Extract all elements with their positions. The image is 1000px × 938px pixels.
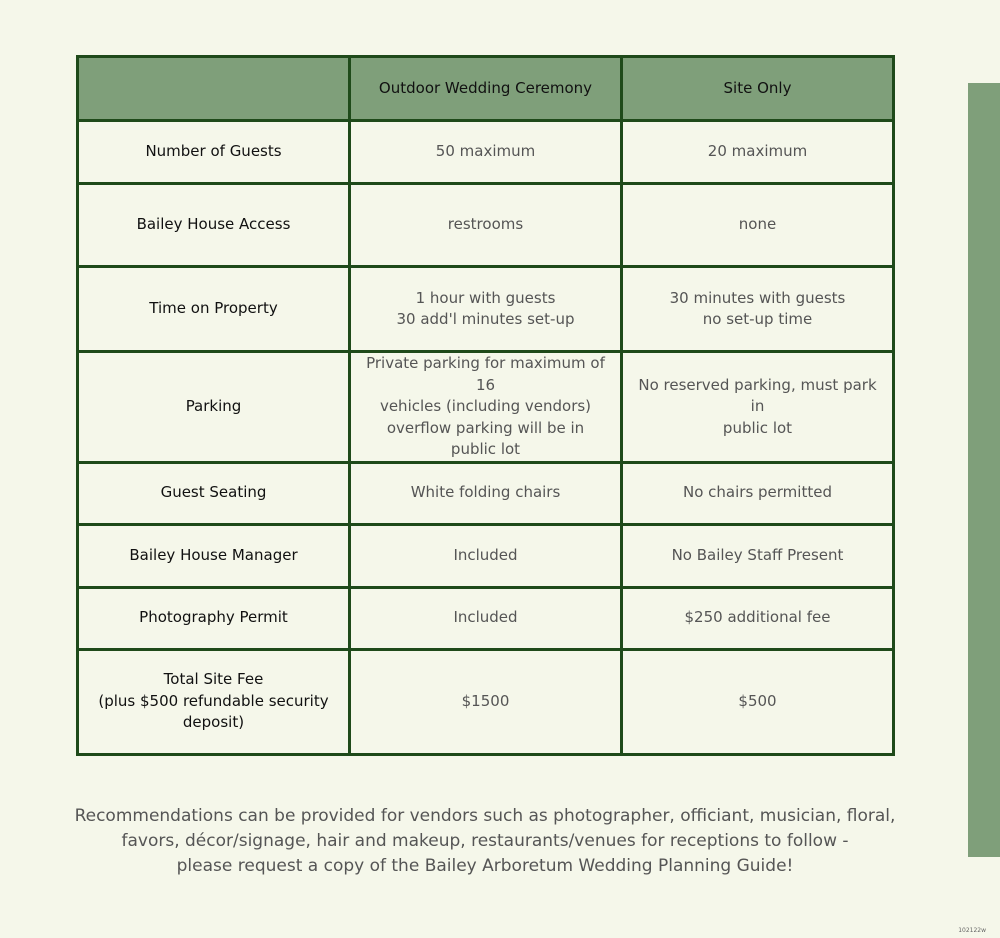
site-only-value — [622, 462, 894, 524]
header-outdoor-wedding-ceremony: Outdoor Wedding Ceremony — [350, 57, 622, 121]
site-only-value-line: No chairs permitted — [683, 483, 832, 502]
footer-line: Recommendations can be provided for vendors such as photographer, officiant, musician, floral, — [74, 806, 896, 826]
row-label-line: (plus $500 refundable security — [98, 691, 329, 710]
table-body — [78, 121, 894, 755]
site-only-value-line: No Bailey Staff Present — [671, 545, 844, 564]
row-label — [78, 649, 350, 754]
site-only-value — [622, 649, 894, 754]
site-only-value — [622, 184, 894, 267]
site-only-value-line: $500 — [738, 691, 777, 710]
document-code: 102122w — [958, 927, 986, 934]
table-row-time-on-property — [78, 267, 894, 352]
outdoor-wedding-value — [350, 121, 622, 184]
row-label — [78, 587, 350, 649]
header-corner-cell — [78, 57, 350, 121]
table-header-row — [78, 57, 894, 121]
outdoor-wedding-value-line: Included — [453, 545, 518, 564]
row-label-line: Guest Seating — [160, 483, 267, 502]
outdoor-wedding-value — [350, 267, 622, 352]
row-label — [78, 352, 350, 463]
outdoor-wedding-value-line: 50 maximum — [435, 142, 536, 161]
outdoor-wedding-value — [350, 184, 622, 267]
site-only-value — [622, 524, 894, 587]
row-label — [78, 524, 350, 587]
outdoor-wedding-value-line: overflow parking will be in public lot — [386, 418, 585, 458]
footer-line: favors, décor/signage, hair and makeup, restaurants/venues for receptions to follow - — [121, 831, 849, 851]
outdoor-wedding-value-line: Private parking for maximum of 16 — [366, 354, 605, 394]
row-label — [78, 121, 350, 184]
table-row-guest-seating — [78, 462, 894, 524]
outdoor-wedding-value-line: 30 add'l minutes set-up — [396, 310, 575, 328]
table-row-photography-permit — [78, 587, 894, 649]
site-only-value-line: no set-up time — [702, 310, 813, 328]
outdoor-wedding-value-line: $1500 — [461, 691, 510, 710]
table-row-number-of-guests — [78, 121, 894, 184]
outdoor-wedding-value-line: vehicles (including vendors) — [379, 397, 592, 415]
row-label — [78, 267, 350, 352]
outdoor-wedding-value — [350, 524, 622, 587]
row-label-line: Number of Guests — [145, 142, 282, 161]
row-label — [78, 462, 350, 524]
site-only-value-line: none — [738, 215, 777, 234]
pricing-comparison-table — [76, 55, 895, 756]
site-only-value-line: public lot — [722, 418, 793, 437]
outdoor-wedding-value-line: 1 hour with guests — [415, 288, 556, 307]
outdoor-wedding-value-line: restrooms — [447, 215, 524, 234]
table-row-parking — [78, 352, 894, 463]
decorative-side-bar — [968, 83, 1000, 857]
row-label-line: Photography Permit — [139, 608, 288, 627]
outdoor-wedding-value — [350, 649, 622, 754]
row-label-line: Bailey House Access — [136, 215, 291, 234]
row-label — [78, 184, 350, 267]
outdoor-wedding-value — [350, 587, 622, 649]
outdoor-wedding-value — [350, 462, 622, 524]
vendor-recommendations-note — [60, 804, 910, 879]
site-only-value — [622, 267, 894, 352]
header-site-only: Site Only — [622, 57, 894, 121]
row-label-line: Time on Property — [149, 299, 278, 318]
row-label-line: Total Site Fee — [163, 670, 264, 689]
outdoor-wedding-value-line: White folding chairs — [410, 483, 561, 502]
table-row-bailey-house-manager — [78, 524, 894, 587]
row-label-line: Bailey House Manager — [129, 545, 298, 564]
site-only-value-line: $250 additional fee — [684, 608, 831, 627]
site-only-value — [622, 352, 894, 463]
outdoor-wedding-value — [350, 352, 622, 463]
table-row-total-site-fee — [78, 649, 894, 754]
site-only-value — [622, 121, 894, 184]
site-only-value-line: 30 minutes with guests — [669, 288, 846, 307]
row-label-line: Parking — [185, 397, 242, 415]
table-row-bailey-house-access — [78, 184, 894, 267]
outdoor-wedding-value-line: Included — [453, 608, 518, 627]
footer-line: please request a copy of the Bailey Arboretum Wedding Planning Guide! — [176, 856, 794, 876]
site-only-value — [622, 587, 894, 649]
row-label-line: deposit) — [182, 713, 245, 732]
site-only-value-line: 20 maximum — [707, 142, 808, 161]
site-only-value-line: No reserved parking, must park in — [638, 375, 877, 415]
